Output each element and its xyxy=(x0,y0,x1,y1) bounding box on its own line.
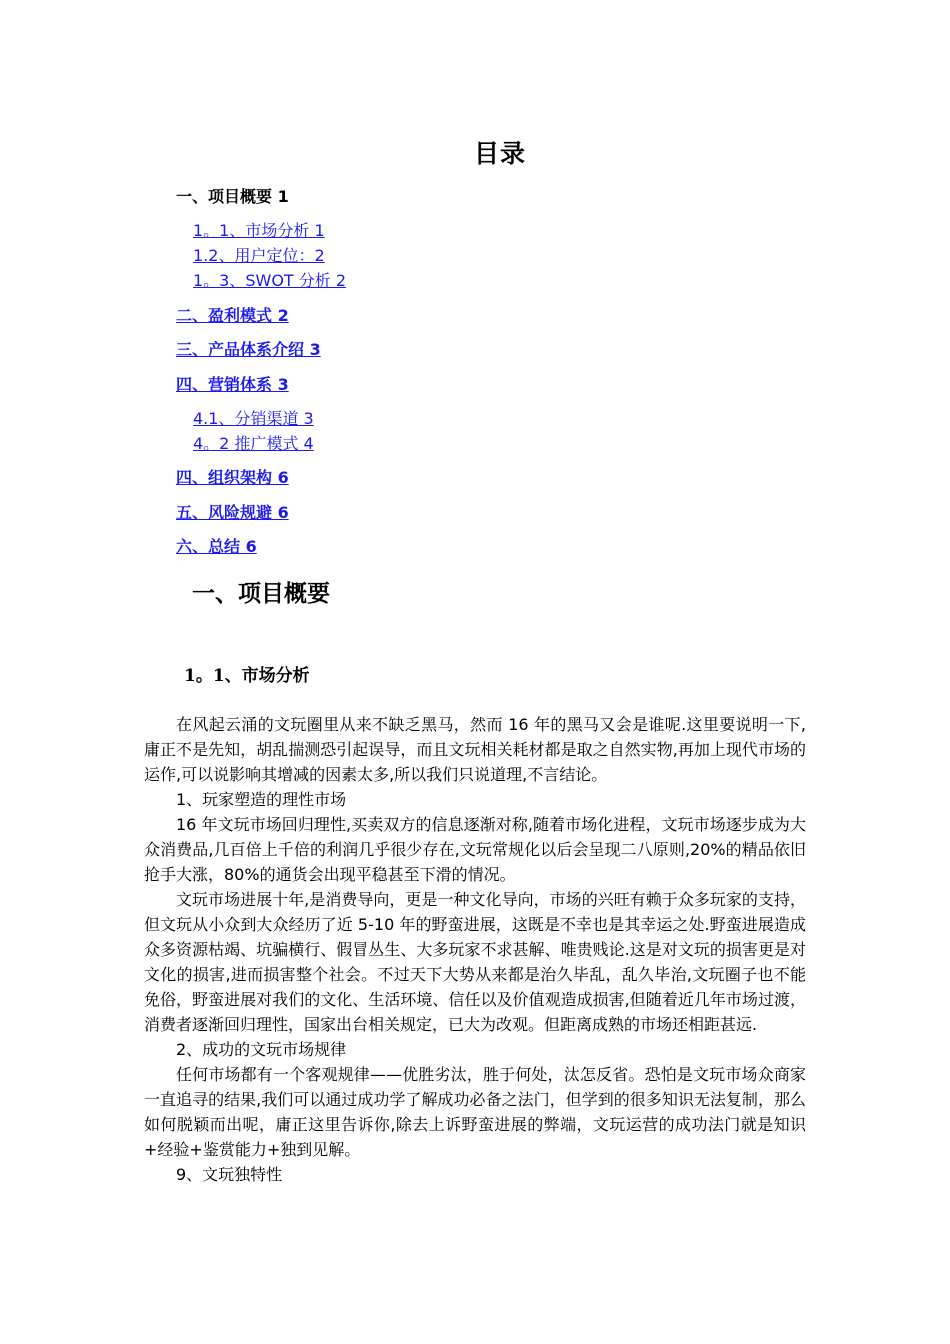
toc-item-project-overview[interactable] xyxy=(176,186,289,208)
toc-item-swot-analysis[interactable] xyxy=(193,270,346,292)
paragraph: 9、文玩独特性 xyxy=(176,1165,283,1184)
paragraph: 文玩市场进展十年,是消费导向，更是一种文化导向，市场的兴旺有赖于众多玩家的支持，但文玩从小众到大众经历了近 5-10 年的野蛮进展，这既是不幸也是其幸运之处.野蛮进展造成众多资源枯竭、坑骗横行、假冒丛生、大多玩家不求甚解、唯贵贱论.这是对文玩的损害更是对文化的损害,进而损害整个社会。不过天下大势从来都是治久毕乱，乱久毕治,文玩圈子也不能免俗，野蛮进展对我们的文化、生活环境、信任以及价值观造成损害,但随着近几年市场过渡，消费者逐渐回归理性，国家出台相关规定，已大为改观。但距离成熟的市场还相距甚远. xyxy=(144,890,806,1034)
toc-link-label[interactable]: 四、组织架构 6 xyxy=(176,468,289,487)
toc-item-market-analysis[interactable] xyxy=(193,220,325,242)
toc-title: 目录 xyxy=(473,139,526,168)
paragraph: 1、玩家塑造的理性市场 xyxy=(176,790,347,809)
toc-item-user-positioning[interactable] xyxy=(193,245,325,267)
toc-link-label[interactable]: 4.1、分销渠道 3 xyxy=(193,409,314,428)
toc-item-summary[interactable] xyxy=(176,536,257,558)
toc-link-label[interactable]: 三、产品体系介绍 3 xyxy=(176,340,321,359)
toc-item-marketing-system[interactable] xyxy=(176,374,289,396)
toc-link-label[interactable]: 六、总结 6 xyxy=(176,537,257,556)
toc-item-profit-model[interactable] xyxy=(176,305,289,327)
toc-link-label[interactable]: 4。2 推广模式 4 xyxy=(193,434,314,453)
toc-link-label[interactable]: 二、盈利模式 2 xyxy=(176,306,289,325)
toc-link-label[interactable]: 1。1、市场分析 1 xyxy=(193,221,325,240)
toc-link-label[interactable]: 1.2、用户定位：2 xyxy=(193,246,325,265)
subsection-heading: 1。1、市场分析 xyxy=(184,666,310,686)
toc-item-promotion-mode[interactable] xyxy=(193,433,314,455)
toc-link-label[interactable]: 1。3、SWOT 分析 2 xyxy=(193,271,347,290)
section-heading: 一、项目概要 xyxy=(192,581,330,607)
toc-item-risk-avoidance[interactable] xyxy=(176,502,289,524)
paragraph: 任何市场都有一个客观规律——优胜劣汰，胜于何处，汰怎反省。恐怕是文玩市场众商家一直追寻的结果,我们可以通过成功学了解成功必备之法门，但学到的很多知识无法复制，那么如何脱颖而出呢，庸正这里告诉你,除去上诉野蛮进展的弊端，文玩运营的成功法门就是知识+经验+鉴赏能力+独到见解。 xyxy=(144,1065,806,1159)
section-body xyxy=(144,712,806,1187)
paragraph: 在风起云涌的文玩圈里从来不缺乏黑马，然而 16 年的黑马又会是谁呢.这里要说明一下,庸正不是先知，胡乱揣测恐引起误导，而且文玩相关耗材都是取之自然实物,再加上现代市场的运作,可以说影响其增减的因素太多,所以我们只说道理,不言结论。 xyxy=(144,715,806,784)
toc-item-organization[interactable] xyxy=(176,467,289,489)
toc-link-label[interactable]: 四、营销体系 3 xyxy=(176,375,289,394)
toc-item-label: 一、项目概要 1 xyxy=(176,187,289,206)
toc-item-product-system[interactable] xyxy=(176,339,321,361)
paragraph: 16 年文玩市场回归理性,买卖双方的信息逐渐对称,随着市场化进程，文玩市场逐步成为大众消费品,几百倍上千倍的利润几乎很少存在,文玩常规化以后会呈现二八原则,20%的精品依旧抢手大涨，80%的通货会出现平稳甚至下滑的情况。 xyxy=(144,815,806,884)
paragraph: 2、成功的文玩市场规律 xyxy=(176,1040,347,1059)
toc-link-label[interactable]: 五、风险规避 6 xyxy=(176,503,289,522)
toc-item-distribution-channels[interactable] xyxy=(193,408,314,430)
